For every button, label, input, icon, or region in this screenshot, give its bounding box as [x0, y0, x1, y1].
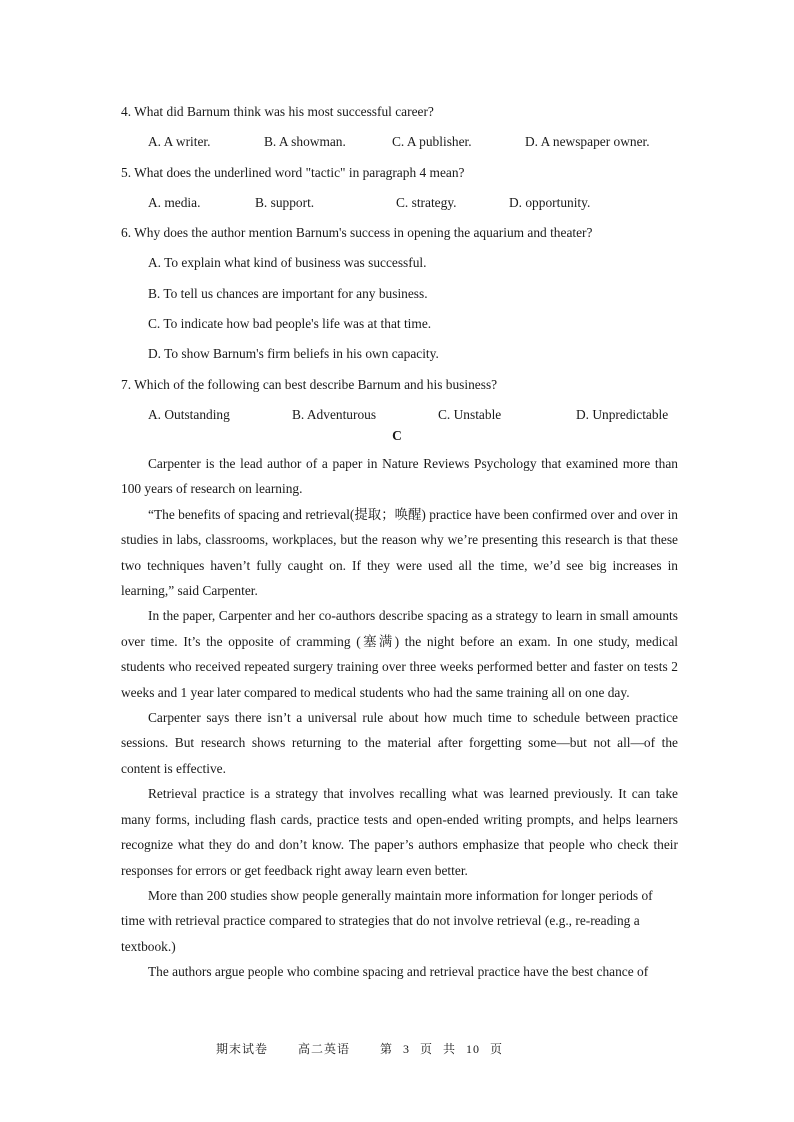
page-footer: 期末试卷 高二英语 第 3 页 共 10 页 [216, 1042, 504, 1056]
paragraph: In the paper, Carpenter and her co-authors describe spacing as a strategy to learn in small amounts over time. It’s the opposite of cramming (塞满) the night before an exam. In one study, medical students who received repeated surgery training over three weeks performed better and faster on tests 2 weeks and 1 year later compared to medical students who had the same training all on one day. [121, 608, 678, 700]
option-d: D. A newspaper owner. [525, 134, 650, 150]
question-6: 6. Why does the author mention Barnum's success in opening the aquarium and theater? [121, 225, 593, 241]
question-5-options [121, 188, 681, 218]
option-a: A. media. [148, 194, 201, 210]
paragraph: Carpenter says there isn’t a universal rule about how much time to schedule between practice sessions. But research shows returning to the material after forgetting some—but not all—of the content is effective. [121, 710, 678, 776]
option-a: A. To explain what kind of business was successful. [148, 255, 427, 271]
option-d: D. Unpredictable [576, 406, 669, 422]
option-a: A. A writer. [148, 134, 211, 150]
option-c: C. To indicate how bad people's life was at that time. [148, 316, 432, 332]
question-4-options [121, 127, 681, 157]
option-d: D. To show Barnum's firm beliefs in his own capacity. [148, 346, 439, 362]
paragraph: “The benefits of spacing and retrieval(提取；唤醒) practice have been confirmed over and over in studies in labs, classrooms, workplaces, but the reason why we’re presenting this research is that these two techniques haven’t fully caught on. If they were used all the time, we’d see big increases in learning,” said Carpenter. [121, 506, 678, 599]
question-block [121, 97, 681, 430]
option-b: B. support. [255, 194, 315, 210]
option-b: B. Adventurous [292, 406, 377, 422]
paragraph: Retrieval practice is a strategy that involves recalling what was learned previously. It can take many forms, including flash cards, practice tests and open-ended writing prompts, and helps learners recognize what they do and don’t know. The paper’s authors emphasize that people who check their responses for errors or get feedback right away learn even better. [121, 786, 678, 878]
paragraph: The authors argue people who combine spacing and retrieval practice have the best chance of [148, 964, 649, 980]
question-5: 5. What does the underlined word "tactic" in paragraph 4 mean? [121, 164, 465, 180]
option-d: D. opportunity. [509, 194, 591, 210]
paragraph: Carpenter is the lead author of a paper in Nature Reviews Psychology that examined more than 100 years of research on learning. [121, 456, 678, 497]
option-b: B. To tell us chances are important for any business. [148, 285, 428, 301]
option-b: B. A showman. [264, 134, 346, 150]
option-c: C. A publisher. [392, 134, 472, 150]
question-7: 7. Which of the following can best describe Barnum and his business? [121, 376, 498, 392]
passage-c [121, 451, 678, 985]
section-heading: C [392, 428, 402, 443]
option-c: C. strategy. [396, 194, 457, 210]
option-c: C. Unstable [438, 406, 502, 422]
paragraph: More than 200 studies show people generally maintain more information for longer periods of time with retrieval practice compared to strategies that do not involve retrieval (e.g., re-reading a textbook.) [121, 887, 653, 954]
option-a: A. Outstanding [148, 406, 230, 422]
question-4: 4. What did Barnum think was his most successful career? [121, 104, 434, 119]
